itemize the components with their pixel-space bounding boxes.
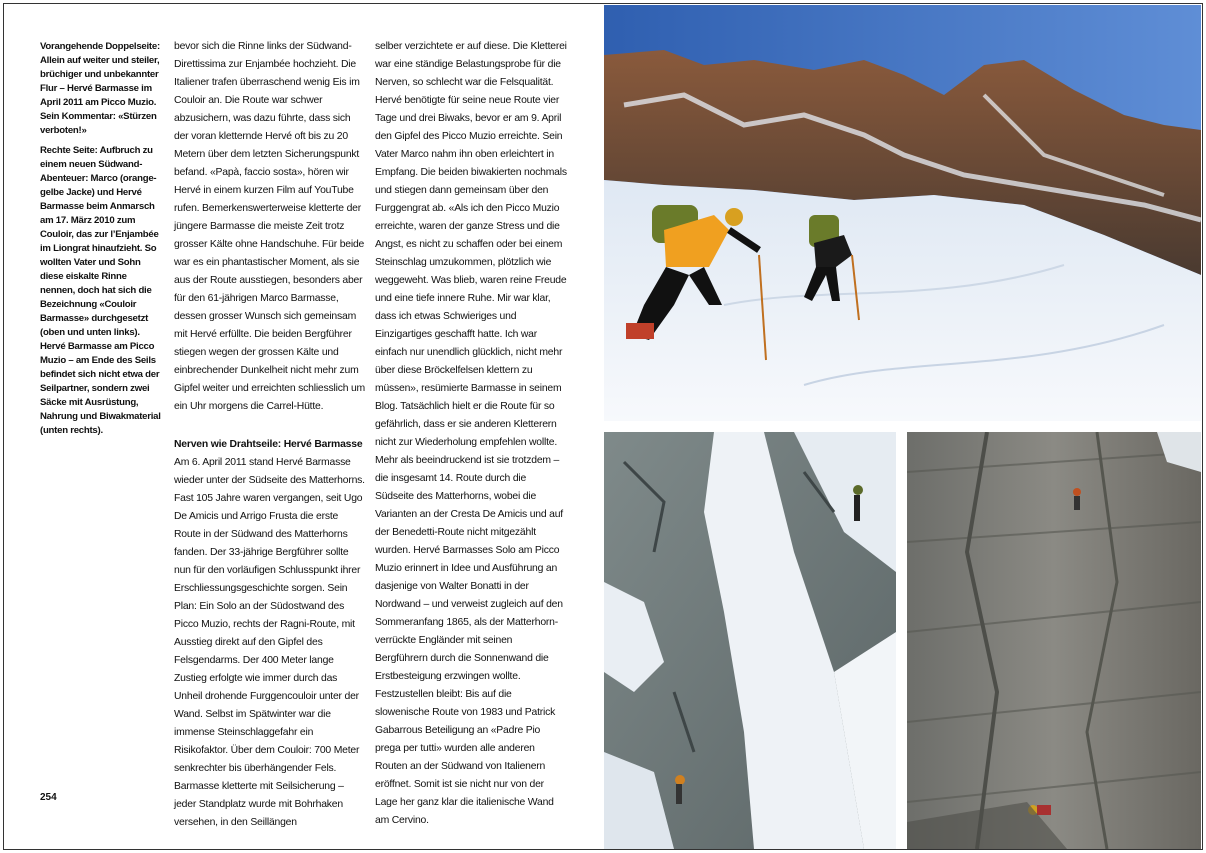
right-page [603, 3, 1203, 850]
column1-paragraph-1: bevor sich die Rinne links der Südwand-Direttissima zur Enjambée hochzieht. Die Italiener trafen überraschend wenig Eis im Couloir an. Die Route war schwer abzusichern, was dazu führte, dass sich der voran kletternde Hervé oft bis zu 20 Metern über dem letzten Sicherungspunkt befand. «Papà, faccio sosta», hören wir Hervé in einem kurzen Film auf YouTube rufen. Bemerkenswerterweise kletterte der jüngere Barmasse die meiste Zeit trotz grosser Kälte ohne Handschuhe. Für beide war es ein phantastischer Moment, als sie aus der Route ausstiegen, besonders aber für den 61-jährigen Marco Barmasse, dessen grosser Wunsch sich gemeinsam mit Hervé erfüllte. Die beiden Bergführer stiegen wegen der grossen Kälte und einbrechender Dunkelheit nicht mehr zum Gipfel weiter und erreichten schliesslich um ein Uhr morgens die Carrel-Hütte. [174, 41, 366, 412]
page-number: 254 [40, 792, 57, 803]
text-column-1 [174, 38, 366, 832]
column1-paragraph-2: Am 6. April 2011 stand Hervé Barmasse wieder unter der Südseite des Matterhorns. Fast 105 Jahre waren vergangen, seit Ugo De Amicis und Arrigo Frusta die erste Route in der Südwand des Matterhorns fanden. Der 33-jährige Bergführer sollte nun für den vorläufigen Schlusspunkt ihrer Erschliessungsgeschichte sorgen. Sein Plan: Ein Solo an der Südostwand des Picco Muzio, rechts der Ragni-Route, mit Ausstieg direkt auf den Gipfel des Felsgendarms. Der 400 Meter lange Zustieg erfolgte wie immer durch das Unheil drohende Furggencouloir unter der Wand. Selbst im Spätwinter war die immense Steinschlaggefahr ein Risikofaktor. Über dem Couloir: 700 Meter senkrechter bis überhängender Fels. Barmasse kletterte mit Seilsicherung – jeder Standplatz wurde mit Bohrhaken versehen, in den Seillängen [174, 457, 365, 828]
caption-previous-spread: Vorangehende Doppelseite: Allein auf weiter und steiler, brüchiger und unbekannter Flur – Hervé Barmasse im April 2011 am Picco Muzio. Sein Kommentar: «Stürzen verboten!» [40, 41, 160, 136]
caption-right-page: Rechte Seite: Aufbruch zu einem neuen Südwand-Abenteuer: Marco (orange-gelbe Jacke) und Hervé Barmasse beim Anmarsch am 17. März 2010 zum Couloir, das zur l’Enjambée im Liongrat hinaufzieht. So wollten Vater und Sohn diese eiskalte Rinne nennen, doch hat sich die Bezeichnung «Couloir Barmasse» durchgesetzt (oben und unten links). Hervé Barmasse am Picco Muzio – am Ende des Seils befindet sich nicht etwa der Seilpartner, sondern zwei Säcke mit Ausrüstung, Nahrung und Biwakmaterial (unten rechts). [40, 145, 161, 436]
section-heading: Nerven wie Drahtseile: Hervé Barmasse [174, 439, 363, 450]
photo-climbers-approach [604, 5, 1201, 421]
photo-couloir [604, 432, 896, 849]
left-page [3, 3, 603, 850]
column2-paragraph-1: selber verzichtete er auf diese. Die Kletterei war eine ständige Belastungsprobe für die Nerven, so schlecht war die Felsqualität. Hervé benötigte für seine neue Route vier Tage und drei Biwaks, bevor er am 9. April den Gipfel des Picco Muzio erreichte. Sein Vater Marco nahm ihn oben erleichtert in Empfang. Die beiden biwakierten nochmals und stiegen dann gemeinsam über den Furggengrat ab. «Als ich den Picco Muzio erreichte, waren der ganze Stress und die Angst, es nicht zu schaffen oder bei einem Steinschlag umzukommen, plötzlich wie weggeweht. Was blieb, waren reine Freude und eine tiefe innere Ruhe. Mir war klar, dass ich etwas Schwieriges und Einzigartiges geschafft hatte. Ich war einfach nur unendlich glücklich, nicht mehr über diese Bröckelfelsen klettern zu müssen», resümierte Barmasse in seinem Blog. Tatsächlich hielt er die Route für so gefährlich, dass er sie anderen Kletterern nicht zur Wiederholung empfehlen wollte. Mehr als beeindruckend ist sie trotzdem – die insgesamt 14. Route durch die Südseite des Matterhorns, wobei die Varianten an der Cresta De Amicis und auf der Benedetti-Route nicht mitgezählt wurden. Hervé Barmasses Solo am Picco Muzio erinnert in Idee und Ausführung an dasjenige von Walter Bonatti in der Nordwand – und verweist zugleich auf den Sommeranfang 1865, als der Matterhorn-verrückte Engländer mit seinen Bergführern durch die Sonnenwand die Erstbesteigung erzwingen wollte. [375, 41, 567, 682]
photo-caption [40, 40, 164, 444]
photo-picco-muzio [907, 432, 1201, 849]
column2-paragraph-2: Festzustellen bleibt: Bis auf die slowenische Route von 1983 und Patrick Gabarrous Beteiligung an «Padre Pio prega per tutti» wurden alle anderen Routen an der Südwand von Italienern eröffnet. Somit ist sie nicht nur von der Lage her ganz klar die italienische Wand am Cervino. [375, 689, 556, 826]
text-column-2 [375, 38, 567, 830]
